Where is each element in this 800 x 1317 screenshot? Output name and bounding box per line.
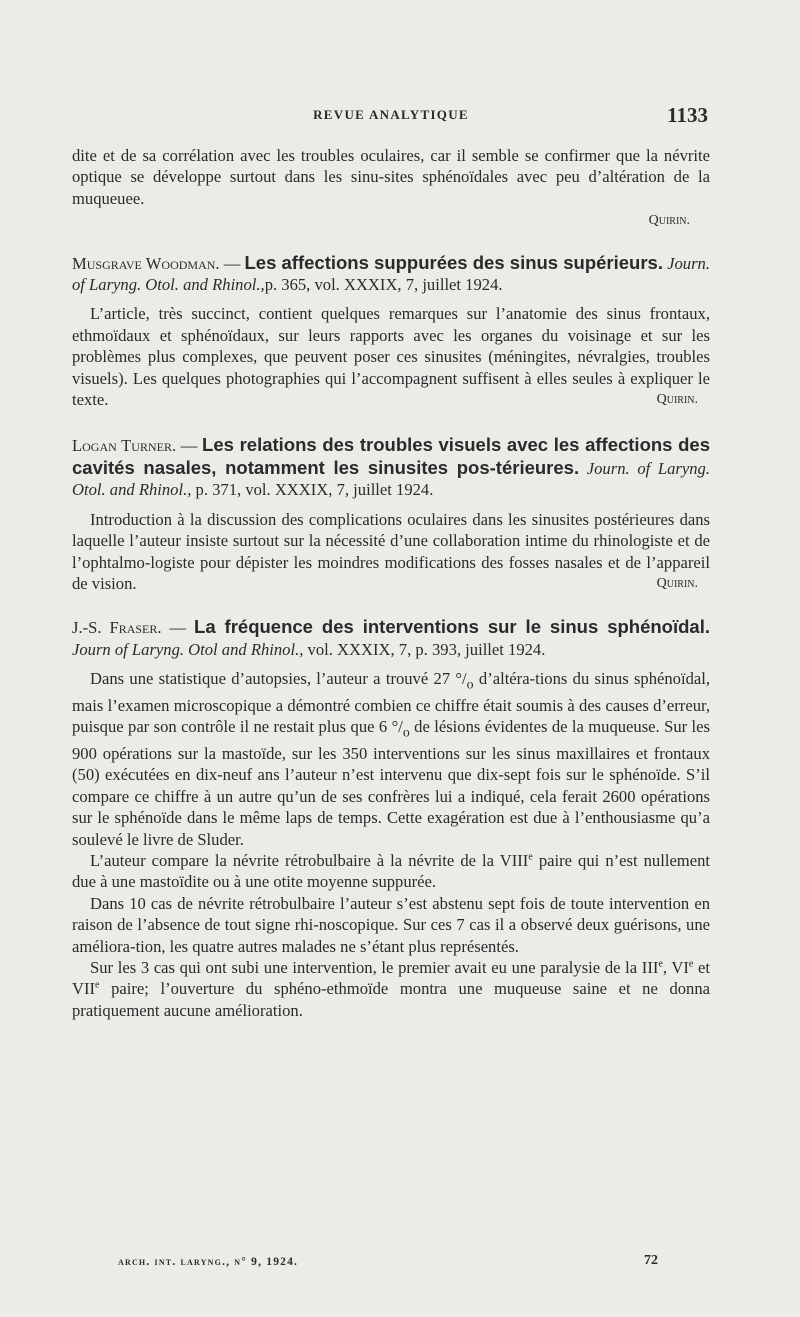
reference-details: p. 371, vol. XXXIX, 7, juillet 1924. xyxy=(191,480,434,500)
entry-heading xyxy=(72,616,710,660)
text-run: de lésions évidentes de la muqueuse. Sur les 900 opérations sur la mastoïde, sur les 350 interventions sur les sinus maxillaires et frontaux (50) exécutées en dix-neuf ans l’auteur n’est intervenu que dix-sept fois sur le sphénoïde. S’il compare ce chiffre à un autre qu’un de ses confrères lui a indiqué, cela ferait 2600 opérations sur le sphénoïde dans le même laps de temps. Cette exagération est due à l’enthousiasme qu’a soulevé le livre de Sluder. xyxy=(72,717,710,849)
journal-name: Journ of Laryng. Otol and Rhinol., xyxy=(72,639,304,659)
text-run: Sur les 3 cas qui ont subi une intervention, le premier avait eu une paralysie de la III xyxy=(90,958,659,978)
text-run: et VII xyxy=(72,958,710,999)
text-run: paire; l’ouverture du sphéno-ethmoïde montra une muqueuse saine et ne donna pratiquement aucune amélioration. xyxy=(72,979,710,1020)
superscript: e xyxy=(95,979,100,991)
abstract-entry-turner xyxy=(72,434,710,594)
page-number: 1133 xyxy=(667,103,708,127)
running-head: REVUE ANALYTIQUE xyxy=(313,107,469,122)
abstract-paragraph-4 xyxy=(72,957,710,1021)
author-name: Musgrave Woodman. xyxy=(72,253,220,273)
journal-issue: arch. int. laryng., n° 9, 1924. xyxy=(118,1256,299,1268)
superscript: e xyxy=(688,958,694,970)
entry-heading xyxy=(72,252,710,296)
paragraph-continued: dite et de sa corrélation avec les troubles oculaires, car il semble se confirmer que la névrite optique se développe surtout dans les sinu-sites sphénoïdales avec peu d’altération de la muqueuee. xyxy=(72,146,710,208)
text-run: L’auteur compare la névrite rétrobulbaire à la névrite de la VIII xyxy=(90,851,529,870)
subscript: o xyxy=(466,676,474,692)
subscript: o xyxy=(402,724,410,740)
abstract-paragraph-2 xyxy=(72,850,710,893)
printer-signature-number: 72 xyxy=(644,1253,658,1268)
superscript: e xyxy=(528,851,533,863)
text-run: Dans une statistique d’autopsies, l’auteur a trouvé 27 °/ xyxy=(90,669,467,689)
signature: Quirin. xyxy=(656,392,698,408)
author-name: J.-S. Fraser. xyxy=(72,618,162,638)
article-title: Les affections suppurées des sinus supérieurs. xyxy=(244,251,663,273)
abstract-text xyxy=(72,303,710,410)
signature: Quirin. xyxy=(656,575,698,591)
abstract-body: Introduction à la discussion des complications oculaires dans les sinusites postérieures dans laquelle l’auteur insiste surtout sur la nécessité d’une collaboration intime du rhinologiste et de l’ophtalmo-logiste pour dépister les moindres modifications des fosses nasales et de l’appareil de vision. xyxy=(72,509,710,593)
text-run: d’altéra-tions du sinus sphénoïdal, mais l’examen microscopique a démontré combien ce chiffre était soumis à des causes d’erreur, puisque par son contrôle il ne restait plus que 6 °/ xyxy=(72,669,711,737)
reference-details: p. 365, vol. XXXIX, 7, juillet 1924. xyxy=(264,275,503,295)
text-run: , VI xyxy=(662,958,689,978)
journal-name: Journ. of Laryng. Otol. and Rhinol., xyxy=(72,458,710,500)
journal-name: Journ. of Laryng. Otol. and Rhinol., xyxy=(72,253,711,295)
abstract-body: L’article, très succinct, contient quelques remarques sur l’anatomie des sinus frontaux, ethmoïdaux et sphénoïdaux, sur leurs rapports avec les organes du voisinage et sur les problèmes plus complexes, que peuvent poser ces sinusites (méningites, névralgies, troubles visuels). Les quelques photographies qui l’accompagnent suffisent à elles seules à expliquer le texte. xyxy=(72,304,710,410)
page-footer xyxy=(118,1252,658,1272)
signature: Quirin. xyxy=(648,213,690,229)
abstract-paragraph-3: Dans 10 cas de névrite rétrobulbaire l’auteur s’est abstenu sept fois de toute intervention en raison de l’absence de tout signe rhi-noscopique. Sur ces 7 cas il a observé deux guérisons, une améliora-tion, les quatre autres malades ne s’étant plus représentés. xyxy=(72,893,710,956)
reference-details: vol. XXXIX, 7, p. 393, juillet 1924. xyxy=(303,639,546,659)
article-title: La fréquence des interventions sur le sinus sphénoïdal. xyxy=(194,616,710,638)
dash: — xyxy=(176,436,203,456)
abstract-entry-fraser xyxy=(72,616,710,1021)
dash: — xyxy=(161,618,195,638)
article-title: Les relations des troubles visuels avec les affections des cavités nasales, notamment les sinusites pos-térieures. xyxy=(72,434,710,478)
entry-heading xyxy=(72,434,710,500)
abstract-text xyxy=(72,509,710,595)
text-run: paire qui n’est nullement due à une mastoïdite ou à une otite moyenne suppurée. xyxy=(72,851,710,892)
superscript: e xyxy=(658,958,663,970)
abstract-paragraph-1 xyxy=(72,668,710,850)
page-header xyxy=(72,103,710,133)
abstract-entry-woodman xyxy=(72,252,710,411)
author-name: Logan Turner. xyxy=(72,436,177,456)
dash: — xyxy=(219,253,245,273)
page-content xyxy=(72,145,710,1021)
